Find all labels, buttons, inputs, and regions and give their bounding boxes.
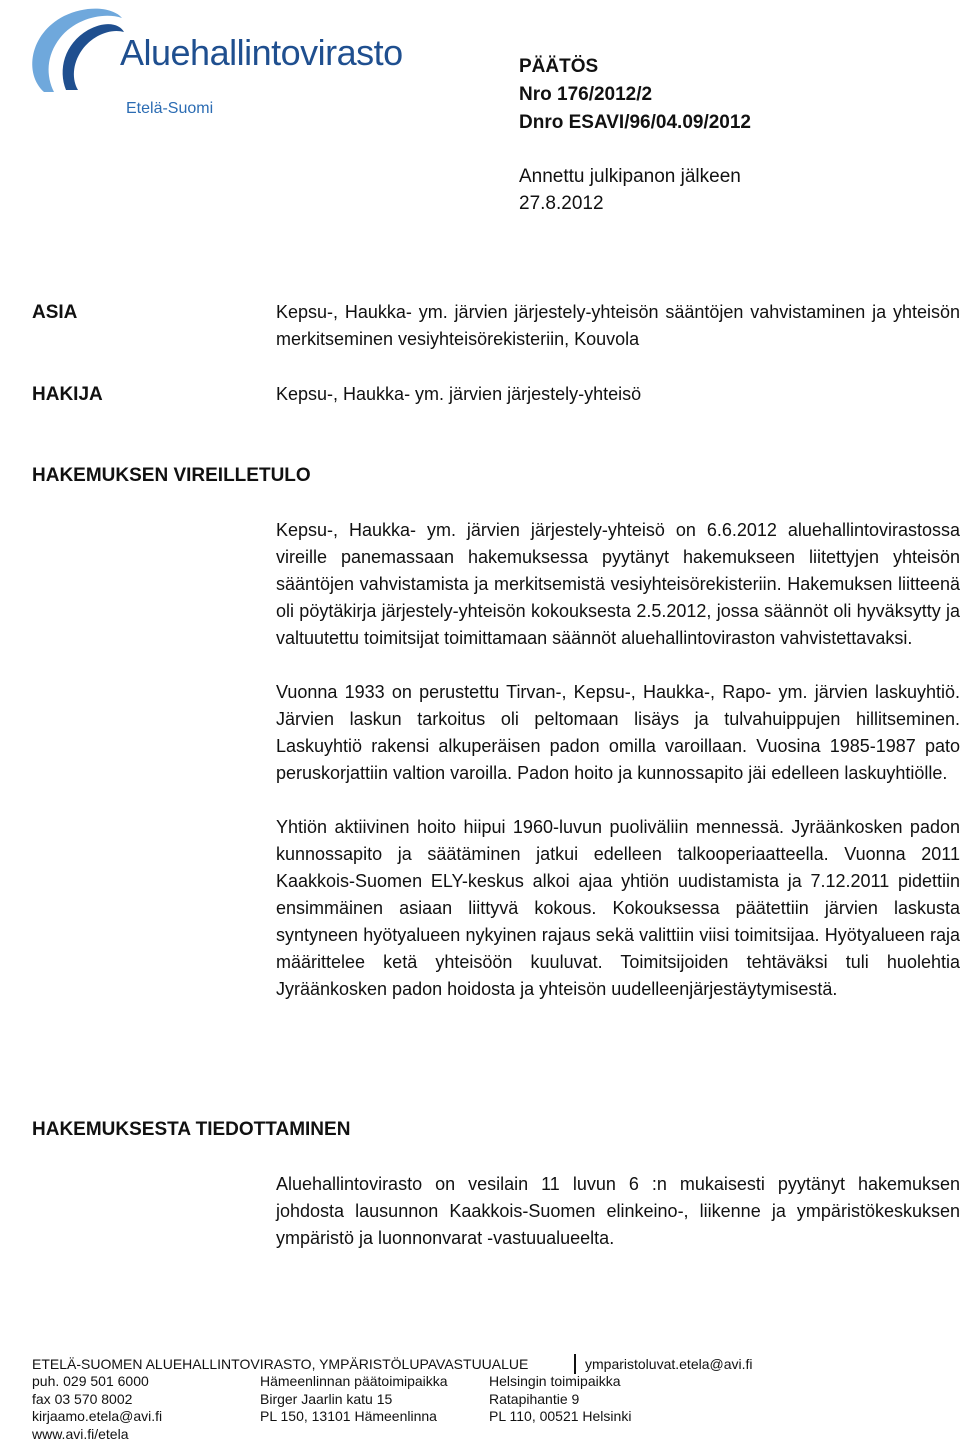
- hakija-text: Kepsu-, Haukka- ym. järvien järjestely-yhteisö: [276, 384, 642, 404]
- decision-number: Nro 176/2012/2: [519, 84, 653, 105]
- given-date-label: Annettu julkipanon jälkeen: [519, 166, 741, 187]
- footer-hameenlinna-column: [260, 1373, 448, 1426]
- footer-phone: puh. 029 501 6000: [32, 1373, 149, 1389]
- vireilletulo-paragraph-1: Kepsu-, Haukka- ym. järvien järjestely-yhteisö on 6.6.2012 aluehallintovirastossa vireille panemassaan hakemuksessa pyytänyt hakemukseen liitettyjen yhteisön sääntöjen vahvistamista ja merkitsemistä vesiyhteisörekisteriin. Hakemuksen liitteenä oli pöytäkirja järjestely-yhteisön kokouksesta 2.5.2012, jossa säännöt oli hyväksytty ja valtuutettu toimitsijat toimittamaan säännöt aluehallintoviraston vahvistettavaksi.: [276, 520, 960, 648]
- tiedottaminen-label: HAKEMUKSESTA TIEDOTTAMINEN: [32, 1119, 351, 1140]
- asia-label: ASIA: [32, 302, 78, 323]
- footer-registry-email[interactable]: kirjaamo.etela@avi.fi: [32, 1408, 163, 1424]
- case-number: Dnro ESAVI/96/04.09/2012: [519, 112, 751, 133]
- vireilletulo-section: [276, 517, 960, 1003]
- logo-wordmark: Aluehallintovirasto: [120, 32, 403, 73]
- vireilletulo-paragraph-3: Yhtiön aktiivinen hoito hiipui 1960-luvun puoliväliin mennessä. Jyräänkosken padon kunnossapito ja säätäminen jatkui edelleen talkooperiaatteella. Vuonna 2011 Kaakkois-Suomen ELY-keskus alkoi ajaa yhtiön uudistamista ja 7.12.2011 pidettiin ensimmäinen asiaan liittyvä kokous. Kokouksessa päätettiin järvien laskusta syntyneen hyötyalueen nykyinen rajaus sekä valittiin viisi toimitsijaa. Hyötyalueen raja määrittelee ketä yhteisöön kuuluvat. Toimitsijoiden tehtäväksi tuli huolehtia Jyräänkosken padon hoidosta ja yhteisön uudelleenjärjestäytymisestä.: [276, 817, 960, 999]
- vireilletulo-label: HAKEMUKSEN VIREILLETULO: [32, 465, 311, 486]
- footer-office-street: Ratapihantie 9: [489, 1390, 580, 1407]
- hakija-label: HAKIJA: [32, 384, 103, 405]
- tiedottaminen-text: Aluehallintovirasto on vesilain 11 luvun 6 :n mukaisesti pyytänyt hakemuksen johdosta lausunnon Kaakkois-Suomen elinkeino-, liikenne ja ympäristökeskuksen ympäristö ja luonnonvarat -vastuualueelta.: [276, 1174, 960, 1248]
- footer-office-street: Birger Jaarlin katu 15: [260, 1390, 393, 1407]
- footer-divider: [574, 1354, 576, 1374]
- footer-helsinki-column: [489, 1373, 631, 1426]
- footer-office-postal: PL 150, 13101 Hämeenlinna: [260, 1408, 437, 1424]
- footer-office-title: Hämeenlinnan päätoimipaikka: [260, 1373, 448, 1389]
- footer-website[interactable]: www.avi.fi/etela: [32, 1425, 129, 1442]
- footer-fax: fax 03 570 8002: [32, 1390, 133, 1407]
- footer-office-title: Helsingin toimipaikka: [489, 1373, 621, 1389]
- footer-contact-column: [32, 1373, 162, 1443]
- region-name: Etelä-Suomi: [126, 100, 214, 117]
- footer-email[interactable]: ymparistoluvat.etela@avi.fi: [585, 1356, 753, 1372]
- vireilletulo-paragraph-2: Vuonna 1933 on perustettu Tirvan-, Kepsu-, Haukka-, Rapo- ym. järvien laskuyhtiö. Järvien laskun tarkoitus oli peltomaan lisäys ja tulvahuippujen hillitseminen. Laskuyhtiö rakensi alkuperäisen padon omilla varoillaan. Vuosina 1985-1987 pato peruskorjattiin valtion varoilla. Padon hoito ja kunnossapito jäi edelleen laskuyhtiölle.: [276, 682, 960, 783]
- footer-office-postal: PL 110, 00521 Helsinki: [489, 1408, 632, 1424]
- decision-type: PÄÄTÖS: [519, 56, 599, 77]
- asia-text: Kepsu-, Haukka- ym. järvien järjestely-yhteisön sääntöjen vahvistaminen ja yhteisön merkitseminen vesiyhteisörekisteriin, Kouvola: [276, 302, 960, 349]
- given-date: 27.8.2012: [519, 193, 604, 214]
- footer-org-name: ETELÄ-SUOMEN ALUEHALLINTOVIRASTO, YMPÄRISTÖLUPAVASTUUALUE: [32, 1356, 529, 1372]
